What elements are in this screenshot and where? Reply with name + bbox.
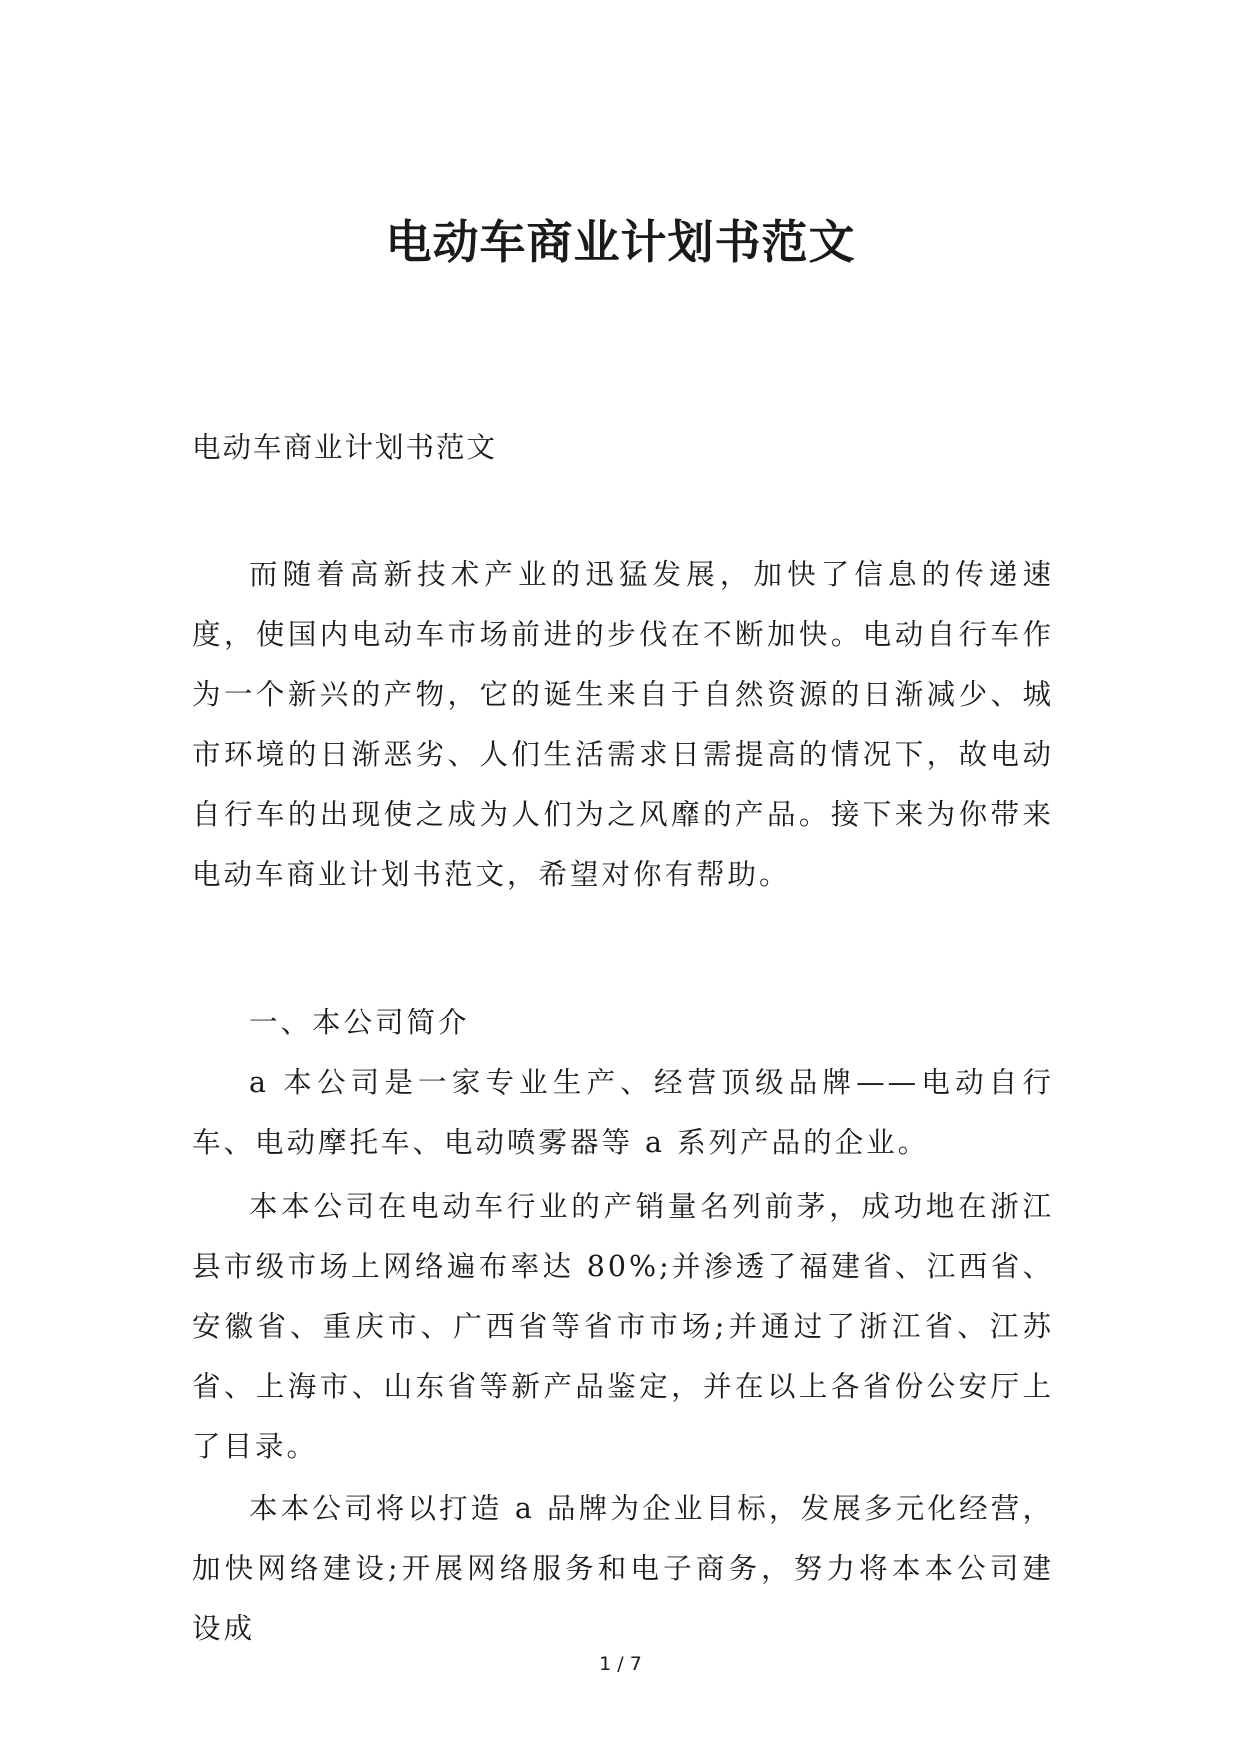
page-number: 1 / 7 bbox=[599, 1653, 642, 1675]
document-title: 电动车商业计划书范文 bbox=[385, 215, 856, 269]
paragraph-company-profile: a 本公司是一家专业生产、经营顶级品牌——电动自行车、电动摩托车、电动喷雾器等 a 系列产品的企业。 bbox=[192, 1066, 1054, 1159]
paragraph-company-goals: 本本公司将以打造 a 品牌为企业目标，发展多元化经营，加快网络建设;开展网络服务和电子商务，努力将本本公司建设成 bbox=[192, 1492, 1054, 1645]
document-subtitle: 电动车商业计划书范文 bbox=[192, 431, 498, 464]
paragraph-market-coverage: 本本公司在电动车行业的产销量名列前茅，成功地在浙江县市级市场上网络遍布率达 80%;并渗透了福建省、江西省、安徽省、重庆市、广西省等省市市场;并通过了浙江省、江苏省、上海市、山东省等新产品鉴定，并在以上各省份公安厅上了目录。 bbox=[192, 1190, 1054, 1463]
section-heading-company-intro: 一、本公司简介 bbox=[249, 1006, 470, 1039]
paragraph-intro: 而随着高新技术产业的迅猛发展，加快了信息的传递速度，使国内电动车市场前进的步伐在不断加快。电动自行车作为一个新兴的产物，它的诞生来自于自然资源的日渐减少、城市环境的日渐恶劣、人们生活需求日需提高的情况下，故电动自行车的出现使之成为人们为之风靡的产品。接下来为你带来电动车商业计划书范文，希望对你有帮助。 bbox=[192, 558, 1054, 891]
